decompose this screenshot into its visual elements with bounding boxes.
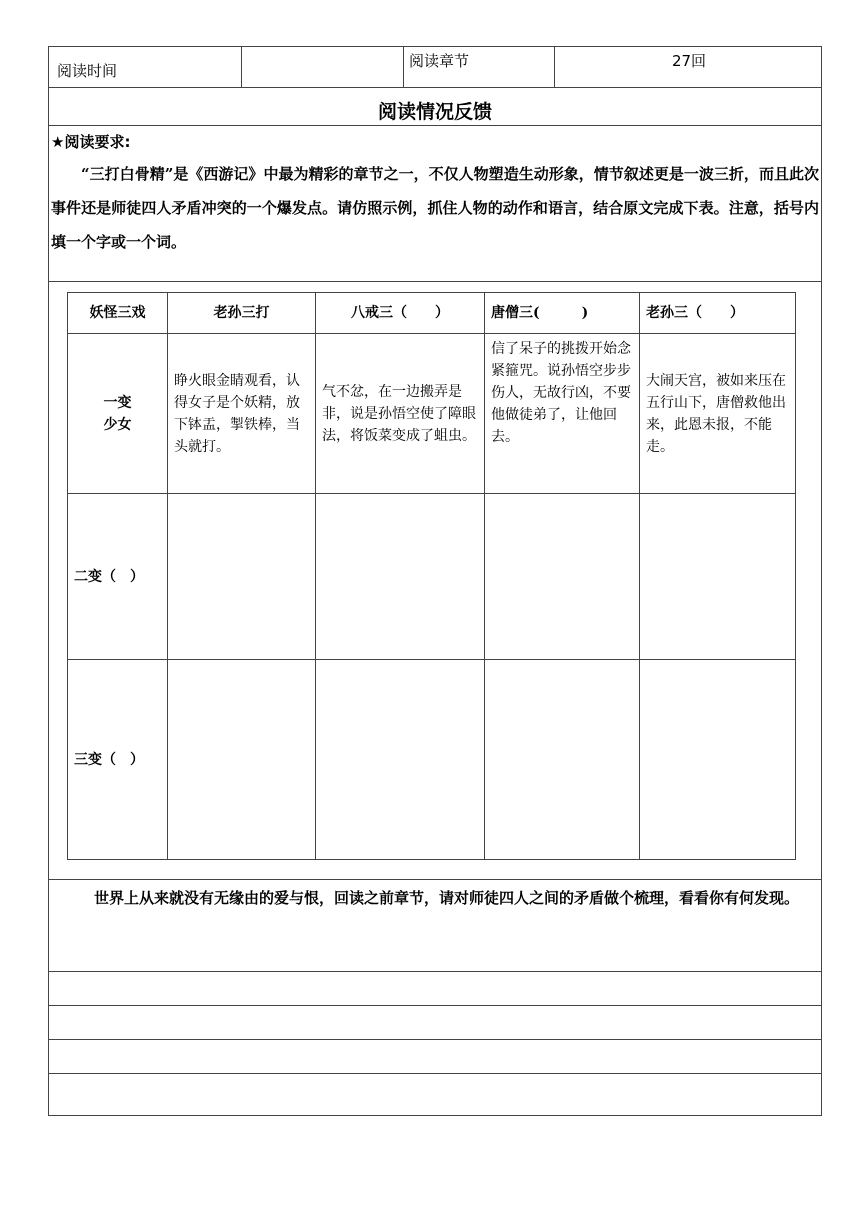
col-header-monster: 妖怪三戏	[68, 293, 168, 334]
table-cell[interactable]	[168, 660, 316, 860]
row-label-line: 少女	[103, 416, 132, 433]
table-cell[interactable]	[316, 660, 485, 860]
answer-line	[49, 1073, 821, 1074]
table-cell: 睁火眼金睛观看，认得女子是个妖精，放下钵盂，掣铁棒，当头就打。	[168, 334, 316, 494]
table-cell[interactable]	[640, 494, 796, 660]
col-header-sun-2: 老孙三（ ）	[640, 293, 796, 334]
divider	[241, 47, 242, 87]
divider	[49, 879, 821, 880]
table-cell: 大闹天宫，被如来压在五行山下，唐僧救他出来，此恩未报，不能走。	[640, 334, 796, 494]
table-row	[68, 494, 796, 660]
answer-line	[49, 1005, 821, 1006]
reading-worksheet	[48, 46, 822, 1116]
answer-field[interactable]	[53, 1007, 817, 1039]
answer-line	[49, 971, 821, 972]
row-label-line: 一变	[103, 394, 132, 411]
reading-time-label: 阅读时间	[57, 62, 118, 80]
table-row	[68, 660, 796, 860]
answer-field[interactable]	[53, 1075, 817, 1113]
divider	[49, 281, 821, 282]
row-label	[68, 334, 168, 494]
requirement-label: ★阅读要求:	[51, 133, 131, 151]
divider	[49, 87, 821, 88]
table-cell: 信了呆子的挑拨开始念紧箍咒。说孙悟空步步伤人，无故行凶，不要他做徒弟了，让他回去。	[485, 334, 640, 494]
reading-chapter-field[interactable]: 27回	[671, 52, 707, 70]
table-cell[interactable]	[316, 494, 485, 660]
col-header-bajie: 八戒三（ ）	[316, 293, 485, 334]
requirement-text: “三打白骨精”是《西游记》中最为精彩的章节之一，不仅人物塑造生动形象，情节叙述更是一波三折，而且此次事件还是师徒四人矛盾冲突的一个爆发点。请仿照示例，抓住人物的动作和语言，结合原文完成下表。注意，括号内填一个字或一个词。	[51, 165, 819, 251]
table-cell: 气不忿，在一边搬弄是非，说是孙悟空使了障眼法，将饭菜变成了蛆虫。	[316, 334, 485, 494]
analysis-table	[67, 292, 796, 860]
table-cell[interactable]	[485, 494, 640, 660]
table-cell[interactable]	[168, 494, 316, 660]
col-header-tangseng: 唐僧三( )	[485, 293, 640, 334]
discussion-prompt: 世界上从来就没有无缘由的爱与恨，回读之前章节，请对师徒四人之间的矛盾做个梳理，看看你有何发现。	[94, 889, 800, 907]
table-header-row	[68, 293, 796, 334]
row-label: 三变（ ）	[68, 660, 168, 860]
table-row	[68, 334, 796, 494]
answer-field[interactable]	[53, 1041, 817, 1073]
divider	[403, 47, 404, 87]
table-cell[interactable]	[640, 660, 796, 860]
answer-line	[49, 1039, 821, 1040]
table-cell[interactable]	[485, 660, 640, 860]
section-title: 阅读情况反馈	[377, 101, 492, 123]
reading-chapter-label: 阅读章节	[409, 52, 470, 70]
divider	[49, 125, 821, 126]
col-header-sun: 老孙三打	[168, 293, 316, 334]
answer-field[interactable]	[53, 973, 817, 1005]
row-label: 二变（ ）	[68, 494, 168, 660]
